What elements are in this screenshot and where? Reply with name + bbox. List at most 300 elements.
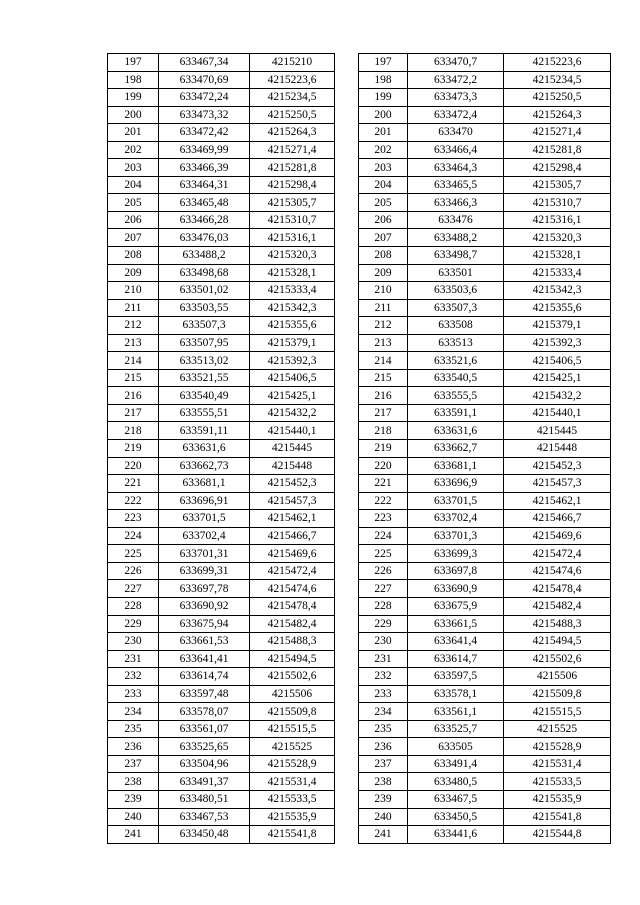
y-coordinate-cell: 4215445 <box>250 440 335 458</box>
x-coordinate-cell: 633521,55 <box>159 369 250 387</box>
point-number-cell: 206 <box>359 211 408 229</box>
point-number-cell: 232 <box>108 668 159 686</box>
x-coordinate-cell: 633488,2 <box>408 229 504 247</box>
point-number-cell: 199 <box>108 89 159 107</box>
table-row <box>359 211 611 229</box>
x-coordinate-cell: 633597,48 <box>159 685 250 703</box>
point-number-cell: 221 <box>359 475 408 493</box>
point-number-cell: 202 <box>108 141 159 159</box>
point-number-cell: 215 <box>108 369 159 387</box>
point-number-cell: 211 <box>359 299 408 317</box>
y-coordinate-cell: 4215281,8 <box>504 141 611 159</box>
point-number-cell: 217 <box>108 404 159 422</box>
x-coordinate-cell: 633696,9 <box>408 475 504 493</box>
table-row <box>359 668 611 686</box>
table-row <box>359 685 611 703</box>
y-coordinate-cell: 4215264,3 <box>504 106 611 124</box>
point-number-cell: 204 <box>108 176 159 194</box>
table-row <box>359 457 611 475</box>
table-row <box>359 738 611 756</box>
point-number-cell: 198 <box>359 71 408 89</box>
y-coordinate-cell: 4215310,7 <box>504 194 611 212</box>
table-row <box>108 264 335 282</box>
point-number-cell: 229 <box>359 615 408 633</box>
y-coordinate-cell: 4215445 <box>504 422 611 440</box>
x-coordinate-cell: 633591,1 <box>408 404 504 422</box>
table-row <box>359 124 611 142</box>
table-row <box>359 580 611 598</box>
x-coordinate-cell: 633631,6 <box>408 422 504 440</box>
y-coordinate-cell: 4215531,4 <box>250 773 335 791</box>
x-coordinate-cell: 633561,1 <box>408 703 504 721</box>
x-coordinate-cell: 633591,11 <box>159 422 250 440</box>
x-coordinate-cell: 633470 <box>408 124 504 142</box>
table-row <box>108 89 335 107</box>
x-coordinate-cell: 633472,4 <box>408 106 504 124</box>
y-coordinate-cell: 4215531,4 <box>504 755 611 773</box>
y-coordinate-cell: 4215342,3 <box>504 282 611 300</box>
x-coordinate-cell: 633701,31 <box>159 545 250 563</box>
point-number-cell: 238 <box>359 773 408 791</box>
y-coordinate-cell: 4215474,6 <box>504 562 611 580</box>
y-coordinate-cell: 4215310,7 <box>250 211 335 229</box>
x-coordinate-cell: 633614,74 <box>159 668 250 686</box>
y-coordinate-cell: 4215482,4 <box>250 615 335 633</box>
table-row <box>108 790 335 808</box>
y-coordinate-cell: 4215474,6 <box>250 580 335 598</box>
x-coordinate-cell: 633464,31 <box>159 176 250 194</box>
table-row <box>359 615 611 633</box>
y-coordinate-cell: 4215544,8 <box>504 826 611 844</box>
x-coordinate-cell: 633505 <box>408 738 504 756</box>
table-row <box>359 527 611 545</box>
x-coordinate-cell: 633508 <box>408 317 504 335</box>
y-coordinate-cell: 4215502,6 <box>504 650 611 668</box>
point-number-cell: 216 <box>359 387 408 405</box>
point-number-cell: 231 <box>108 650 159 668</box>
table-row <box>359 176 611 194</box>
x-coordinate-cell: 633480,51 <box>159 790 250 808</box>
table-row <box>108 773 335 791</box>
table-row <box>359 369 611 387</box>
x-coordinate-cell: 633465,5 <box>408 176 504 194</box>
y-coordinate-cell: 4215502,6 <box>250 668 335 686</box>
point-number-cell: 209 <box>108 264 159 282</box>
point-number-cell: 208 <box>108 247 159 265</box>
table-row <box>359 773 611 791</box>
x-coordinate-cell: 633521,6 <box>408 352 504 370</box>
table-row <box>359 229 611 247</box>
point-number-cell: 198 <box>108 71 159 89</box>
table-row <box>359 317 611 335</box>
x-coordinate-cell: 633597,5 <box>408 668 504 686</box>
y-coordinate-cell: 4215515,5 <box>250 720 335 738</box>
x-coordinate-cell: 633662,7 <box>408 440 504 458</box>
table-row <box>108 141 335 159</box>
table-row <box>359 492 611 510</box>
y-coordinate-cell: 4215533,5 <box>504 773 611 791</box>
y-coordinate-cell: 4215509,8 <box>250 703 335 721</box>
x-coordinate-cell: 633466,28 <box>159 211 250 229</box>
y-coordinate-cell: 4215333,4 <box>504 264 611 282</box>
x-coordinate-cell: 633476,03 <box>159 229 250 247</box>
x-coordinate-cell: 633470,7 <box>408 54 504 72</box>
y-coordinate-cell: 4215541,8 <box>250 826 335 844</box>
y-coordinate-cell: 4215528,9 <box>250 755 335 773</box>
x-coordinate-cell: 633540,5 <box>408 369 504 387</box>
coordinates-table-left <box>107 53 335 844</box>
table-row <box>108 159 335 177</box>
y-coordinate-cell: 4215328,1 <box>504 247 611 265</box>
point-number-cell: 225 <box>359 545 408 563</box>
point-number-cell: 228 <box>108 597 159 615</box>
point-number-cell: 213 <box>108 334 159 352</box>
point-number-cell: 215 <box>359 369 408 387</box>
table-row <box>359 790 611 808</box>
table-row <box>359 545 611 563</box>
table-row <box>108 71 335 89</box>
y-coordinate-cell: 4215250,5 <box>504 89 611 107</box>
table-row <box>359 633 611 651</box>
point-number-cell: 226 <box>108 562 159 580</box>
y-coordinate-cell: 4215406,5 <box>504 352 611 370</box>
y-coordinate-cell: 4215462,1 <box>250 510 335 528</box>
y-coordinate-cell: 4215506 <box>504 668 611 686</box>
table-row <box>359 650 611 668</box>
y-coordinate-cell: 4215355,6 <box>504 299 611 317</box>
point-number-cell: 197 <box>359 54 408 72</box>
table-row <box>108 615 335 633</box>
x-coordinate-cell: 633507,3 <box>408 299 504 317</box>
table-row <box>359 299 611 317</box>
table-row <box>108 685 335 703</box>
y-coordinate-cell: 4215452,3 <box>250 475 335 493</box>
point-number-cell: 208 <box>359 247 408 265</box>
table-row <box>359 352 611 370</box>
y-coordinate-cell: 4215425,1 <box>504 369 611 387</box>
table-row <box>359 510 611 528</box>
point-number-cell: 235 <box>108 720 159 738</box>
table-row <box>108 755 335 773</box>
x-coordinate-cell: 633498,7 <box>408 247 504 265</box>
table-row <box>108 492 335 510</box>
table-row <box>108 124 335 142</box>
y-coordinate-cell: 4215482,4 <box>504 597 611 615</box>
y-coordinate-cell: 4215316,1 <box>504 211 611 229</box>
point-number-cell: 241 <box>359 826 408 844</box>
x-coordinate-cell: 633697,78 <box>159 580 250 598</box>
x-coordinate-cell: 633661,53 <box>159 633 250 651</box>
x-coordinate-cell: 633469,99 <box>159 141 250 159</box>
y-coordinate-cell: 4215271,4 <box>250 141 335 159</box>
point-number-cell: 200 <box>108 106 159 124</box>
table-row <box>108 808 335 826</box>
y-coordinate-cell: 4215281,8 <box>250 159 335 177</box>
point-number-cell: 224 <box>359 527 408 545</box>
y-coordinate-cell: 4215528,9 <box>504 738 611 756</box>
x-coordinate-cell: 633513,02 <box>159 352 250 370</box>
point-number-cell: 238 <box>108 773 159 791</box>
table-row <box>359 71 611 89</box>
y-coordinate-cell: 4215271,4 <box>504 124 611 142</box>
point-number-cell: 237 <box>108 755 159 773</box>
point-number-cell: 210 <box>359 282 408 300</box>
table-row <box>108 457 335 475</box>
table-row <box>108 475 335 493</box>
x-coordinate-cell: 633681,1 <box>159 475 250 493</box>
y-coordinate-cell: 4215392,3 <box>504 334 611 352</box>
x-coordinate-cell: 633473,3 <box>408 89 504 107</box>
x-coordinate-cell: 633488,2 <box>159 247 250 265</box>
point-number-cell: 236 <box>108 738 159 756</box>
y-coordinate-cell: 4215250,5 <box>250 106 335 124</box>
table-row <box>108 633 335 651</box>
y-coordinate-cell: 4215525 <box>504 720 611 738</box>
point-number-cell: 206 <box>108 211 159 229</box>
table-row <box>359 247 611 265</box>
point-number-cell: 233 <box>359 685 408 703</box>
y-coordinate-cell: 4215379,1 <box>504 317 611 335</box>
table-row <box>359 159 611 177</box>
point-number-cell: 219 <box>359 440 408 458</box>
table-row <box>108 597 335 615</box>
point-number-cell: 225 <box>108 545 159 563</box>
x-coordinate-cell: 633491,4 <box>408 755 504 773</box>
x-coordinate-cell: 633696,91 <box>159 492 250 510</box>
table-row <box>108 510 335 528</box>
x-coordinate-cell: 633467,34 <box>159 54 250 72</box>
table-row <box>108 106 335 124</box>
table-row <box>108 404 335 422</box>
table-row <box>359 264 611 282</box>
x-coordinate-cell: 633476 <box>408 211 504 229</box>
y-coordinate-cell: 4215305,7 <box>250 194 335 212</box>
y-coordinate-cell: 4215494,5 <box>504 633 611 651</box>
x-coordinate-cell: 633540,49 <box>159 387 250 405</box>
table-row <box>359 562 611 580</box>
x-coordinate-cell: 633690,9 <box>408 580 504 598</box>
y-coordinate-cell: 4215234,5 <box>250 89 335 107</box>
x-coordinate-cell: 633555,5 <box>408 387 504 405</box>
point-number-cell: 213 <box>359 334 408 352</box>
x-coordinate-cell: 633578,1 <box>408 685 504 703</box>
x-coordinate-cell: 633702,4 <box>159 527 250 545</box>
x-coordinate-cell: 633675,9 <box>408 597 504 615</box>
point-number-cell: 224 <box>108 527 159 545</box>
table-row <box>108 352 335 370</box>
y-coordinate-cell: 4215469,6 <box>504 527 611 545</box>
y-coordinate-cell: 4215535,9 <box>250 808 335 826</box>
point-number-cell: 240 <box>359 808 408 826</box>
x-coordinate-cell: 633662,73 <box>159 457 250 475</box>
point-number-cell: 230 <box>108 633 159 651</box>
table-row <box>359 475 611 493</box>
y-coordinate-cell: 4215328,1 <box>250 264 335 282</box>
point-number-cell: 205 <box>108 194 159 212</box>
point-number-cell: 201 <box>359 124 408 142</box>
y-coordinate-cell: 4215448 <box>250 457 335 475</box>
table-row <box>108 387 335 405</box>
point-number-cell: 229 <box>108 615 159 633</box>
x-coordinate-cell: 633450,48 <box>159 826 250 844</box>
y-coordinate-cell: 4215333,4 <box>250 282 335 300</box>
y-coordinate-cell: 4215355,6 <box>250 317 335 335</box>
point-number-cell: 221 <box>108 475 159 493</box>
y-coordinate-cell: 4215452,3 <box>504 457 611 475</box>
y-coordinate-cell: 4215466,7 <box>504 510 611 528</box>
x-coordinate-cell: 633513 <box>408 334 504 352</box>
y-coordinate-cell: 4215298,4 <box>250 176 335 194</box>
x-coordinate-cell: 633472,24 <box>159 89 250 107</box>
y-coordinate-cell: 4215488,3 <box>250 633 335 651</box>
x-coordinate-cell: 633441,6 <box>408 826 504 844</box>
x-coordinate-cell: 633501,02 <box>159 282 250 300</box>
point-number-cell: 234 <box>359 703 408 721</box>
y-coordinate-cell: 4215432,2 <box>250 404 335 422</box>
table-row <box>359 808 611 826</box>
y-coordinate-cell: 4215506 <box>250 685 335 703</box>
point-number-cell: 214 <box>359 352 408 370</box>
x-coordinate-cell: 633472,2 <box>408 71 504 89</box>
y-coordinate-cell: 4215457,3 <box>504 475 611 493</box>
y-coordinate-cell: 4215316,1 <box>250 229 335 247</box>
table-row <box>108 668 335 686</box>
point-number-cell: 236 <box>359 738 408 756</box>
y-coordinate-cell: 4215448 <box>504 440 611 458</box>
table-row <box>359 440 611 458</box>
y-coordinate-cell: 4215264,3 <box>250 124 335 142</box>
x-coordinate-cell: 633555,51 <box>159 404 250 422</box>
table-row <box>359 404 611 422</box>
point-number-cell: 202 <box>359 141 408 159</box>
y-coordinate-cell: 4215457,3 <box>250 492 335 510</box>
x-coordinate-cell: 633464,3 <box>408 159 504 177</box>
point-number-cell: 204 <box>359 176 408 194</box>
x-coordinate-cell: 633690,92 <box>159 597 250 615</box>
y-coordinate-cell: 4215478,4 <box>250 597 335 615</box>
table-row <box>359 334 611 352</box>
point-number-cell: 220 <box>359 457 408 475</box>
table-row <box>359 755 611 773</box>
point-number-cell: 211 <box>108 299 159 317</box>
x-coordinate-cell: 633472,42 <box>159 124 250 142</box>
point-number-cell: 227 <box>108 580 159 598</box>
y-coordinate-cell: 4215223,6 <box>504 54 611 72</box>
point-number-cell: 239 <box>108 790 159 808</box>
coordinates-table-right <box>358 53 611 844</box>
x-coordinate-cell: 633466,3 <box>408 194 504 212</box>
table-row <box>359 387 611 405</box>
point-number-cell: 219 <box>108 440 159 458</box>
x-coordinate-cell: 633498,68 <box>159 264 250 282</box>
table-row <box>108 738 335 756</box>
x-coordinate-cell: 633470,69 <box>159 71 250 89</box>
y-coordinate-cell: 4215466,7 <box>250 527 335 545</box>
y-coordinate-cell: 4215305,7 <box>504 176 611 194</box>
y-coordinate-cell: 4215541,8 <box>504 808 611 826</box>
x-coordinate-cell: 633631,6 <box>159 440 250 458</box>
x-coordinate-cell: 633702,4 <box>408 510 504 528</box>
point-number-cell: 227 <box>359 580 408 598</box>
y-coordinate-cell: 4215298,4 <box>504 159 611 177</box>
x-coordinate-cell: 633466,39 <box>159 159 250 177</box>
y-coordinate-cell: 4215440,1 <box>504 404 611 422</box>
y-coordinate-cell: 4215472,4 <box>250 562 335 580</box>
y-coordinate-cell: 4215469,6 <box>250 545 335 563</box>
y-coordinate-cell: 4215462,1 <box>504 492 611 510</box>
point-number-cell: 203 <box>108 159 159 177</box>
table-row <box>359 106 611 124</box>
point-number-cell: 199 <box>359 89 408 107</box>
x-coordinate-cell: 633641,4 <box>408 633 504 651</box>
point-number-cell: 203 <box>359 159 408 177</box>
y-coordinate-cell: 4215535,9 <box>504 790 611 808</box>
point-number-cell: 209 <box>359 264 408 282</box>
point-number-cell: 216 <box>108 387 159 405</box>
point-number-cell: 212 <box>108 317 159 335</box>
x-coordinate-cell: 633467,5 <box>408 790 504 808</box>
x-coordinate-cell: 633503,55 <box>159 299 250 317</box>
x-coordinate-cell: 633697,8 <box>408 562 504 580</box>
y-coordinate-cell: 4215379,1 <box>250 334 335 352</box>
x-coordinate-cell: 633578,07 <box>159 703 250 721</box>
point-number-cell: 210 <box>108 282 159 300</box>
y-coordinate-cell: 4215320,3 <box>504 229 611 247</box>
point-number-cell: 223 <box>108 510 159 528</box>
point-number-cell: 239 <box>359 790 408 808</box>
table-row <box>359 54 611 72</box>
table-row <box>359 597 611 615</box>
point-number-cell: 237 <box>359 755 408 773</box>
x-coordinate-cell: 633614,7 <box>408 650 504 668</box>
y-coordinate-cell: 4215494,5 <box>250 650 335 668</box>
y-coordinate-cell: 4215392,3 <box>250 352 335 370</box>
x-coordinate-cell: 633480,5 <box>408 773 504 791</box>
table-row <box>108 299 335 317</box>
point-number-cell: 207 <box>359 229 408 247</box>
table-row <box>108 580 335 598</box>
point-number-cell: 231 <box>359 650 408 668</box>
point-number-cell: 223 <box>359 510 408 528</box>
table-row <box>108 720 335 738</box>
table-row <box>359 703 611 721</box>
x-coordinate-cell: 633701,5 <box>408 492 504 510</box>
y-coordinate-cell: 4215425,1 <box>250 387 335 405</box>
point-number-cell: 197 <box>108 54 159 72</box>
point-number-cell: 212 <box>359 317 408 335</box>
x-coordinate-cell: 633466,4 <box>408 141 504 159</box>
point-number-cell: 233 <box>108 685 159 703</box>
point-number-cell: 241 <box>108 826 159 844</box>
table-row <box>108 545 335 563</box>
table-row <box>108 247 335 265</box>
table-row <box>359 282 611 300</box>
point-number-cell: 217 <box>359 404 408 422</box>
x-coordinate-cell: 633473,32 <box>159 106 250 124</box>
y-coordinate-cell: 4215223,6 <box>250 71 335 89</box>
point-number-cell: 218 <box>108 422 159 440</box>
y-coordinate-cell: 4215472,4 <box>504 545 611 563</box>
y-coordinate-cell: 4215342,3 <box>250 299 335 317</box>
table-row <box>108 194 335 212</box>
table-row <box>108 562 335 580</box>
x-coordinate-cell: 633641,41 <box>159 650 250 668</box>
x-coordinate-cell: 633503,6 <box>408 282 504 300</box>
table-row <box>359 141 611 159</box>
point-number-cell: 240 <box>108 808 159 826</box>
x-coordinate-cell: 633701,5 <box>159 510 250 528</box>
table-row <box>359 89 611 107</box>
